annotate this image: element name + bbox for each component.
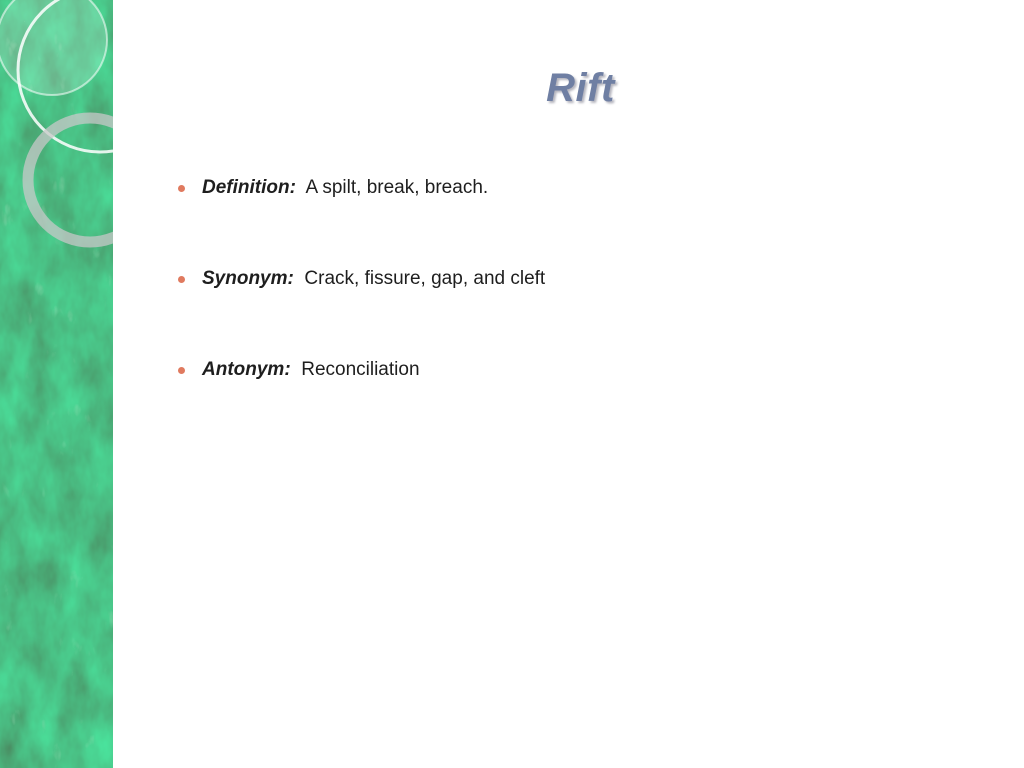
bullet-antonym: [178, 358, 978, 382]
bullet-text: A spilt, break, breach.: [305, 177, 489, 198]
slide-title: Rift: [546, 66, 615, 110]
bullet-text: Reconciliation: [301, 359, 420, 380]
bullet-term: Definition:: [202, 177, 296, 198]
bullet-term: Synonym:: [202, 268, 294, 289]
marble-texture-graphic: [0, 0, 113, 768]
bullet-term: Antonym:: [202, 359, 291, 380]
bullet-list: [178, 176, 978, 449]
bullet-dot-icon: [178, 276, 185, 283]
bullet-dot-icon: [178, 185, 185, 192]
decorative-marble-panel: [0, 0, 113, 768]
bullet-dot-icon: [178, 367, 185, 374]
bullet-synonym: [178, 267, 978, 291]
bullet-text: Crack, fissure, gap, and cleft: [304, 268, 546, 289]
bullet-definition: [178, 176, 978, 200]
